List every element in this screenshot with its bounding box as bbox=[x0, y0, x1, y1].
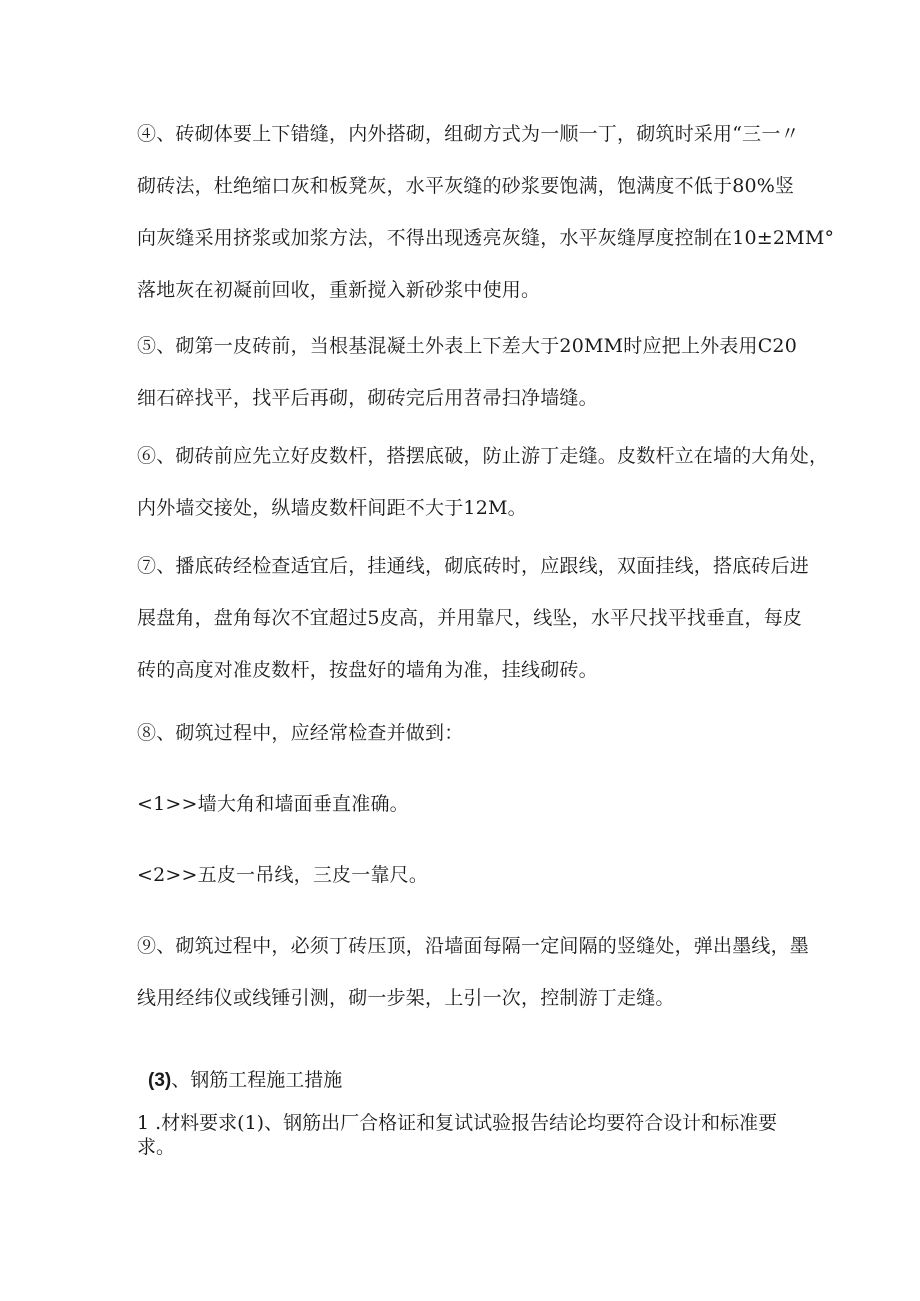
section-heading-rebar bbox=[148, 1060, 342, 1101]
text-line: 砖的高度对准皮数杆，按盘好的墙角为准，挂线砌砖。 bbox=[137, 659, 598, 681]
text-line: 内外墙交接处，纵墙皮数杆间距不大于12M。 bbox=[137, 497, 527, 519]
paragraph-6-course-pole bbox=[137, 430, 829, 534]
text-line: 落地灰在初凝前回收，重新搅入新砂浆中使用。 bbox=[137, 279, 541, 301]
text-line: 线用经纬仪或线锤引测，砌一步架，上引一次，控制游丁走缝。 bbox=[137, 987, 675, 1009]
paragraph-9-capping bbox=[137, 920, 810, 1024]
text-line: 细石碎找平，找平后再砌，砌砖完后用苕帚扫净墙缝。 bbox=[137, 387, 598, 409]
section-title: 、钢筋工程施工措施 bbox=[171, 1069, 343, 1091]
text-line: ⑧、砌筑过程中，应经常检查并做到： bbox=[137, 722, 464, 744]
section-number: (3) bbox=[148, 1070, 172, 1091]
material-requirements-item bbox=[137, 1111, 797, 1159]
text-line: 向灰缝采用挤浆或加浆方法，不得出现透亮灰缝，水平灰缝厚度控制在10±2MM° bbox=[137, 227, 835, 249]
text-line: 展盘角，盘角每次不宜超过5皮高，并用靠尺，线坠，水平尺找平找垂直，每皮 bbox=[137, 607, 803, 629]
text-line: 1 .材料要求(1)、钢筋出厂合格证和复试试验报告结论均要符合设计和标准要 bbox=[137, 1112, 778, 1134]
text-line: <2>>五皮一吊线，三皮一靠尺。 bbox=[137, 864, 429, 886]
text-line: 求。 bbox=[137, 1136, 176, 1158]
text-line: ⑨、砌筑过程中，必须丁砖压顶，沿墙面每隔一定间隔的竖缝处，弹出墨线，墨 bbox=[137, 935, 810, 957]
paragraph-8-item-2 bbox=[137, 849, 789, 901]
paragraph-5-first-course bbox=[137, 320, 798, 424]
text-line: ④、砖砌体要上下错缝，内外搭砌，组砌方式为一顺一丁，砌筑时采用“三一〃 bbox=[137, 123, 800, 145]
text-line: 砌砖法，杜绝缩口灰和板凳灰，水平灰缝的砂浆要饱满，饱满度不低于80%竖 bbox=[137, 175, 795, 197]
text-line: ⑥、砌砖前应先立好皮数杆，搭摆底破，防止游丁走缝。皮数杆立在墙的大角处， bbox=[137, 445, 829, 467]
text-line: <1>>墙大角和墙面垂直准确。 bbox=[137, 793, 409, 815]
paragraph-8-inspection bbox=[137, 707, 789, 759]
text-line: ⑦、播底砖经检查适宜后，挂通线，砌底砖时，应跟线，双面挂线，搭底砖后进 bbox=[137, 555, 810, 577]
paragraph-8-item-1 bbox=[137, 778, 789, 830]
text-line: ⑤、砌第一皮砖前，当根基混凝土外表上下差大于20MM时应把上外表用C20 bbox=[137, 335, 798, 357]
paragraph-7-bottom-bricks bbox=[137, 540, 810, 696]
paragraph-4-brick-bonding bbox=[137, 108, 835, 316]
